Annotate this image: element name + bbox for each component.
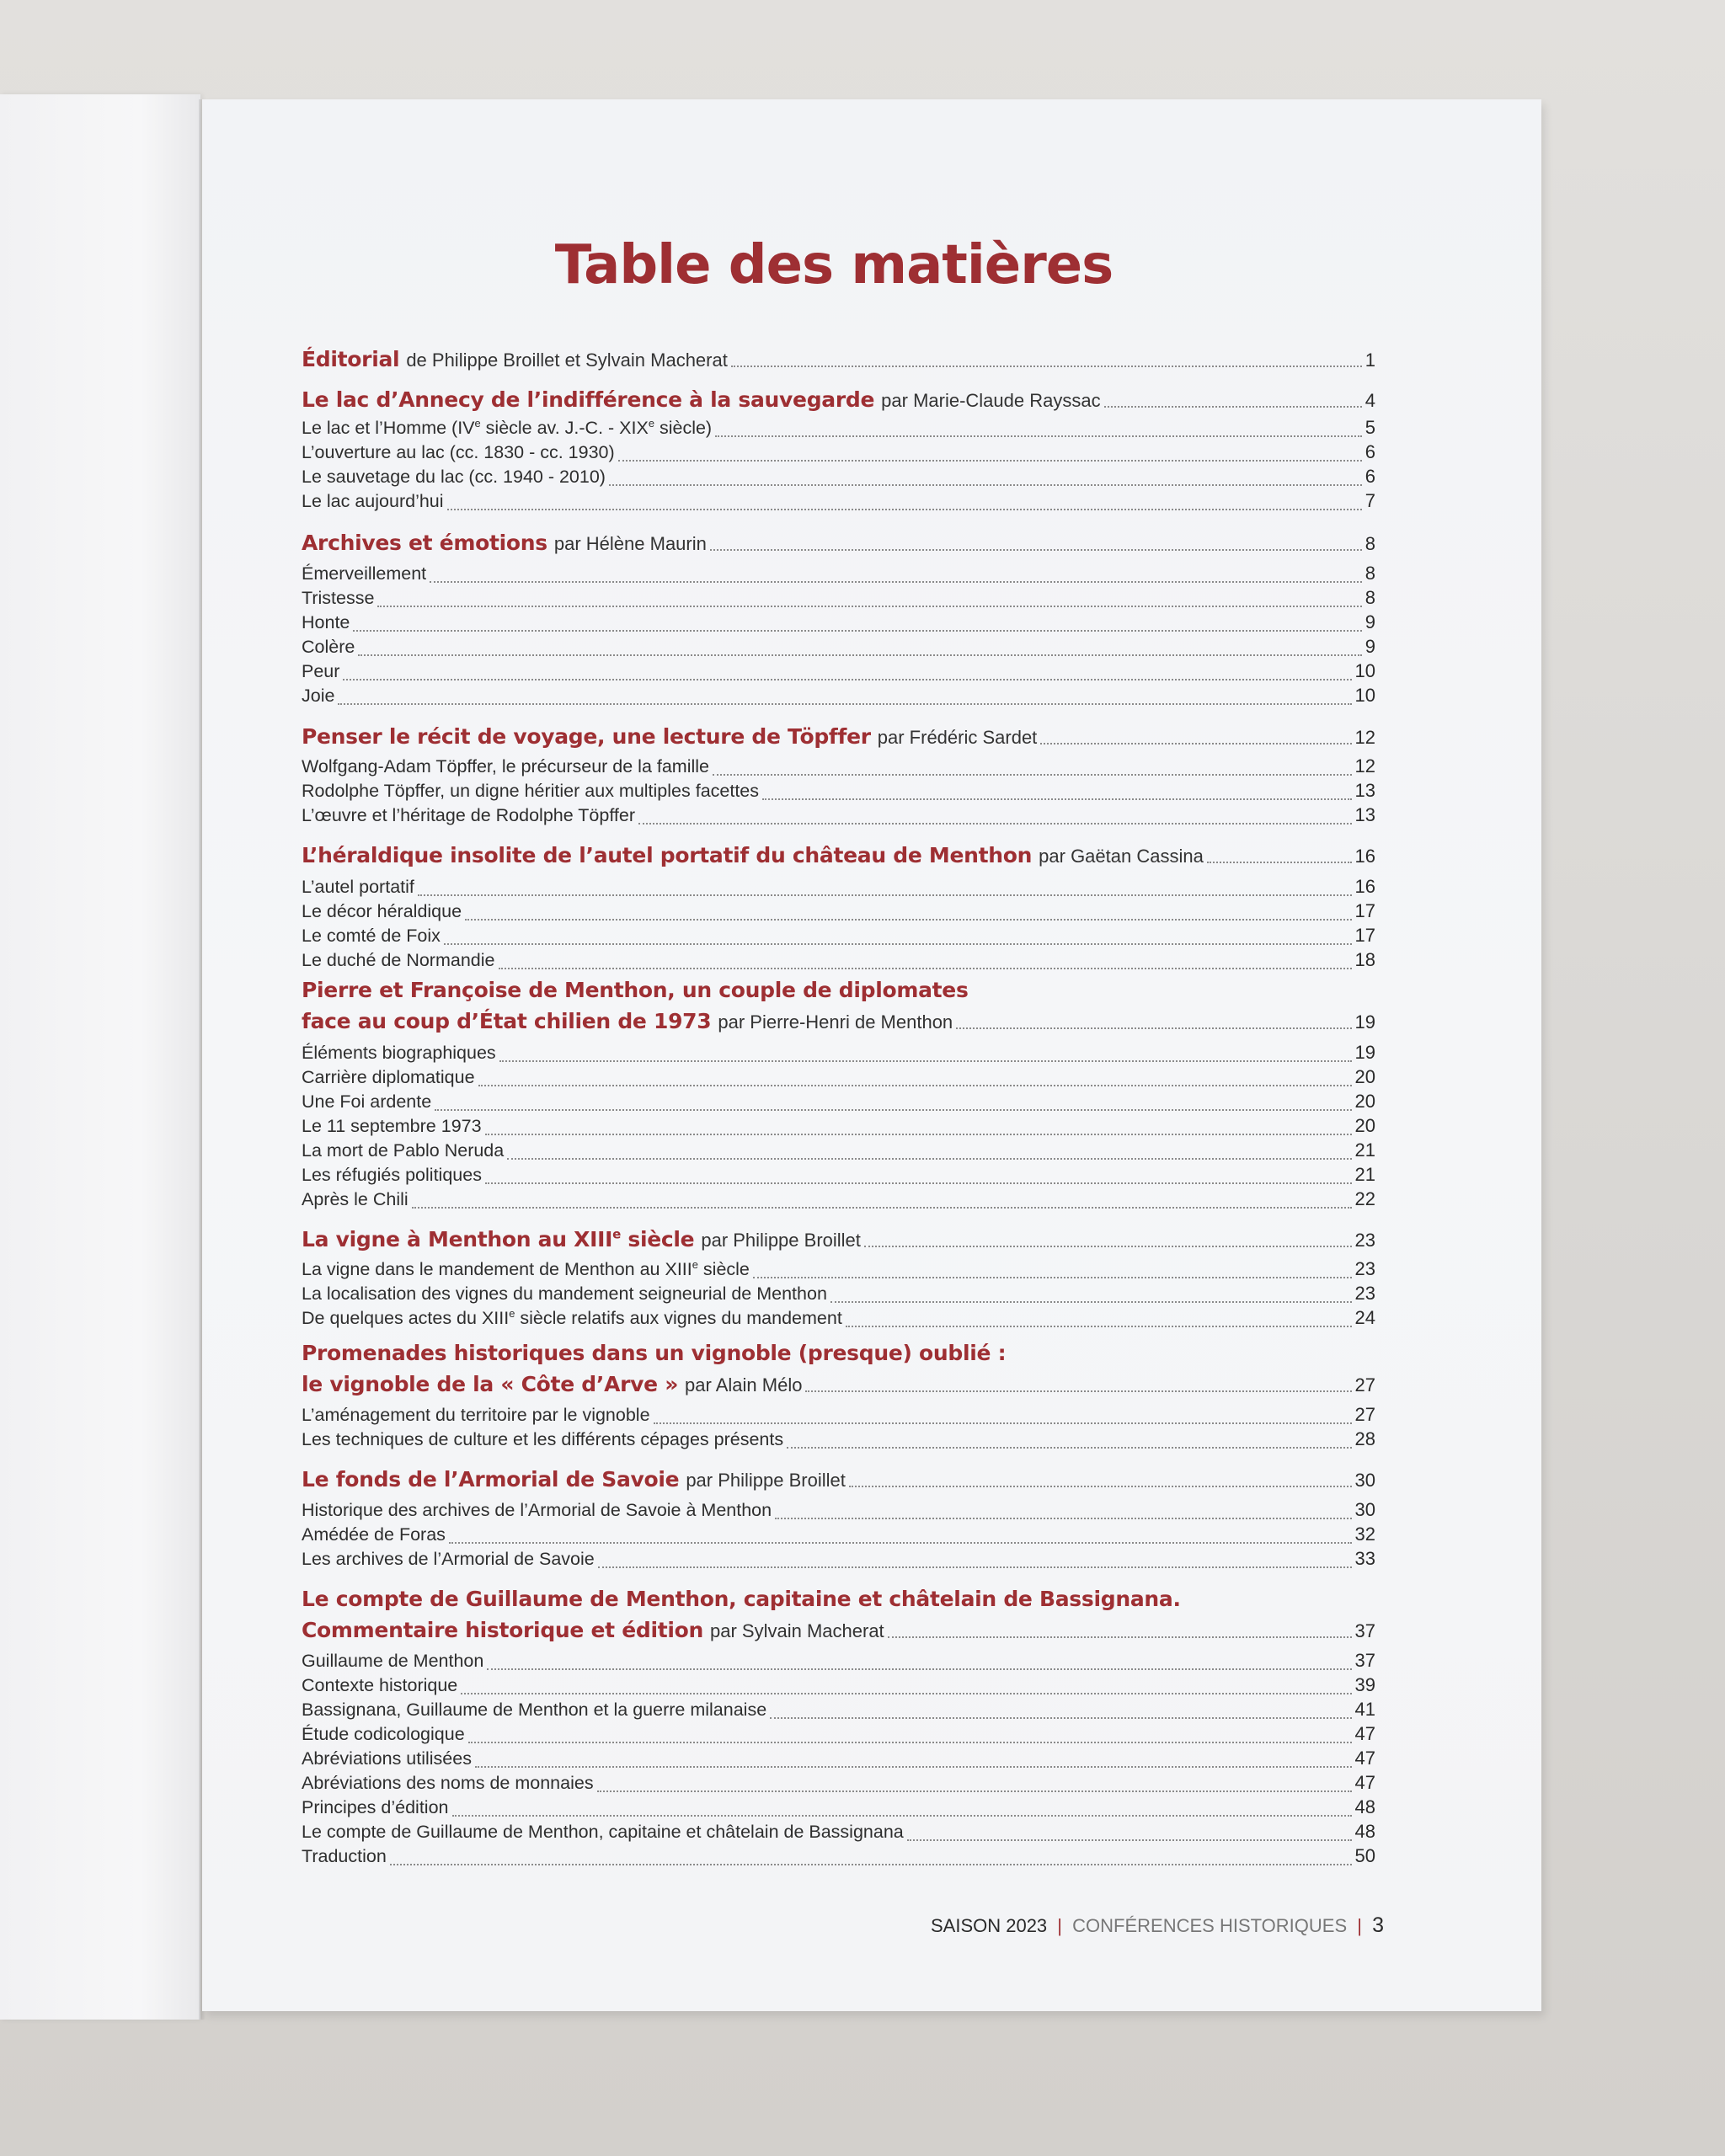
subsection-page-number: 23 [1354,1258,1375,1279]
dot-leader [338,702,1351,705]
dot-leader [430,580,1362,583]
dot-leader [638,822,1352,825]
dot-leader [770,1716,1351,1719]
subsection-title: Les archives de l’Armorial de Savoie [302,1549,595,1569]
section-author: par Sylvain Macherat [710,1620,884,1641]
subsection-page-number: 17 [1354,925,1375,946]
dot-leader [465,918,1351,921]
section-heading [302,387,1101,412]
toc-subsection-entry [302,490,1375,519]
toc-section-entry [302,724,1375,753]
subsection-page-number: 9 [1365,611,1375,632]
subsection-title: Après le Chili [302,1189,409,1209]
subsection-title: Étude codicologique [302,1724,465,1744]
section-author: de Philippe Broillet et Sylvain Macherat [406,350,728,371]
subsection-page-number: 22 [1354,1188,1375,1209]
subsection-page-number: 30 [1354,1499,1375,1520]
section-title: Archives et émotions [302,531,547,555]
section-page-number: 27 [1354,1374,1375,1396]
subsection-page-number: 33 [1354,1548,1375,1569]
dot-leader [435,1108,1351,1111]
subsection-title: Les techniques de culture et les différents cépages présents [302,1429,784,1449]
dot-leader [1207,861,1352,863]
section-title: Éditorial [302,347,400,371]
dot-leader [412,1206,1352,1209]
page-footer [0,1913,1384,1938]
subsection-page-number: 50 [1354,1845,1375,1866]
subsection-page-number: 17 [1354,900,1375,921]
section-page-number: 12 [1354,727,1375,748]
section-title-line: Promenades historiques dans un vignoble (presque) oublié : [302,1341,1007,1365]
section-title: Penser le récit de voyage, une lecture de Töpffer [302,724,871,749]
subsection-page-number: 10 [1354,660,1375,681]
subsection-title: Traduction [302,1846,387,1866]
left-page [0,94,200,2020]
page-title: Table des matières [554,234,1114,296]
subsection-title: Une Foi ardente [302,1091,432,1112]
subsection-title: L’œuvre et l’héritage de Rodolphe Töpffer [302,805,636,825]
subsection-title: Contexte historique [302,1675,458,1695]
subsection-title: Rodolphe Töpffer, un digne héritier aux multiples facettes [302,781,760,801]
section-heading [302,1618,884,1642]
toc-subsection-entry [302,804,1375,833]
subsection-page-number: 47 [1354,1772,1375,1793]
subsection-page-number: 20 [1354,1091,1375,1112]
subsection-title: Amédée de Foras [302,1524,446,1545]
section-author: par Marie-Claude Rayssac [881,390,1101,411]
section-title: Le fonds de l’Armorial de Savoie [302,1467,680,1492]
dot-leader [609,483,1362,486]
section-page-number: 19 [1354,1011,1375,1033]
footer-page-number: 3 [1372,1913,1384,1937]
section-author: par Philippe Broillet [701,1230,861,1251]
subsection-page-number: 10 [1354,685,1375,706]
dot-leader [390,1863,1352,1865]
toc-section-entry [302,347,1375,376]
subsection-page-number: 37 [1354,1650,1375,1671]
dot-leader [713,773,1352,776]
toc-subsection-entry [302,949,1375,978]
subsection-title: La vigne dans le mandement de Menthon au XIIIe siècle [302,1257,750,1279]
dot-leader [487,1668,1351,1670]
dot-leader [598,1566,1352,1568]
subsection-page-number: 39 [1354,1674,1375,1695]
dot-leader [762,798,1352,800]
toc-section-entry [302,387,1375,416]
section-title-line: Pierre et Françoise de Menthon, un couple de diplomates [302,978,969,1002]
section-title: Commentaire historique et édition [302,1618,704,1642]
section-page-number: 30 [1354,1470,1375,1491]
section-page-number: 1 [1365,350,1375,371]
subsection-title: La localisation des vignes du mandement seigneurial de Menthon [302,1283,827,1304]
subsection-title: Abréviations des noms de monnaies [302,1773,594,1793]
subsection-title: Éléments biographiques [302,1043,496,1063]
subsection-page-number: 5 [1365,417,1375,438]
dot-leader [715,435,1362,437]
subsection-title: Le comté de Foix [302,926,441,946]
dot-leader [478,1084,1352,1086]
dot-leader [353,629,1361,632]
subsection-title: Les réfugiés politiques [302,1165,482,1185]
section-title: le vignoble de la « Côte d’Arve » [302,1372,679,1396]
dot-leader [597,1790,1352,1792]
subsection-page-number: 41 [1354,1699,1375,1720]
section-page-number: 37 [1354,1620,1375,1641]
toc-subsection-entry [302,1428,1375,1457]
subsection-page-number: 16 [1354,876,1375,897]
dot-leader [447,508,1362,510]
subsection-page-number: 20 [1354,1066,1375,1087]
section-title: Le lac d’Annecy de l’indifférence à la sauvegarde [302,387,875,412]
section-heading [302,1009,953,1033]
subsection-title: Guillaume de Menthon [302,1651,484,1671]
subsection-title: Le décor héraldique [302,901,462,921]
subsection-page-number: 27 [1354,1404,1375,1425]
dot-leader [956,1027,1351,1029]
dot-leader [449,1541,1352,1544]
subsection-page-number: 48 [1354,1821,1375,1842]
subsection-title: Historique des archives de l’Armorial de Savoie à Menthon [302,1500,772,1520]
dot-leader [377,605,1361,607]
dot-leader [618,459,1362,462]
subsection-page-number: 8 [1365,587,1375,608]
section-heading [302,843,1204,867]
subsection-page-number: 21 [1354,1139,1375,1161]
subsection-title: Le lac aujourd’hui [302,491,444,511]
subsection-title: Joie [302,686,335,706]
dot-leader [654,1422,1352,1424]
dot-leader [846,1325,1352,1327]
subsection-page-number: 47 [1354,1748,1375,1769]
subsection-title: La mort de Pablo Neruda [302,1140,505,1161]
subsection-title: Honte [302,612,350,632]
subsection-title: Le duché de Normandie [302,950,495,970]
section-page-number: 8 [1365,533,1375,554]
dot-leader [343,678,1351,680]
section-page-number: 16 [1354,846,1375,867]
dot-leader [753,1276,1352,1278]
section-heading [302,724,1037,749]
subsection-page-number: 32 [1354,1524,1375,1545]
subsection-title: L’aménagement du territoire par le vignoble [302,1405,650,1425]
subsection-page-number: 19 [1354,1042,1375,1063]
subsection-page-number: 18 [1354,949,1375,970]
section-page-number: 23 [1354,1230,1375,1251]
subsection-page-number: 13 [1354,780,1375,801]
subsection-page-number: 48 [1354,1796,1375,1817]
toc-subsection-entry [302,1307,1375,1336]
section-heading [302,347,728,371]
subsection-page-number: 6 [1365,441,1375,462]
section-title: face au coup d’État chilien de 1973 [302,1009,712,1033]
dot-leader [864,1245,1352,1247]
section-title: La vigne à Menthon au XIIIe siècle [302,1226,695,1251]
dot-leader [830,1300,1352,1303]
section-author: par Frédéric Sardet [877,727,1038,748]
toc-section-entry [302,843,1375,872]
dot-leader [358,654,1361,656]
subsection-page-number: 47 [1354,1723,1375,1744]
subsection-title: Le sauvetage du lac (cc. 1940 - 2010) [302,467,606,487]
section-author: par Gaëtan Cassina [1039,846,1204,867]
toc-subsection-entry [302,1548,1375,1577]
dot-leader [461,1692,1351,1694]
dot-leader [507,1157,1351,1160]
toc-section-entry [302,1467,1375,1496]
dot-leader [485,1133,1352,1135]
subsection-title: Le lac et l’Homme (IVe siècle av. J.-C. - XIXe siècle) [302,416,713,438]
subsection-page-number: 12 [1354,755,1375,776]
footer-series: CONFÉRENCES HISTORIQUES [1072,1915,1348,1936]
section-heading [302,1227,861,1251]
section-page-number: 4 [1365,390,1375,411]
subsection-page-number: 20 [1354,1115,1375,1136]
dot-leader [452,1814,1352,1817]
toc-section-entry [302,1618,1375,1646]
section-author: par Hélène Maurin [553,533,707,554]
section-title: L’héraldique insolite de l’autel portatif du château de Menthon [302,843,1033,867]
section-author: par Alain Mélo [685,1374,803,1396]
subsection-title: Abréviations utilisées [302,1748,472,1769]
dot-leader [1040,742,1351,744]
section-title-line: Le compte de Guillaume de Menthon, capitaine et châtelain de Bassignana. [302,1587,1181,1611]
subsection-title: Le 11 septembre 1973 [302,1116,482,1136]
dot-leader [787,1446,1351,1449]
dot-leader [888,1636,1352,1638]
dot-leader [805,1390,1351,1392]
subsection-title: Wolfgang-Adam Töpffer, le précurseur de la famille [302,756,710,776]
subsection-page-number: 7 [1365,490,1375,511]
dot-leader [1104,405,1362,408]
toc-subsection-entry [302,1188,1375,1217]
dot-leader [907,1838,1352,1841]
subsection-title: Émerveillement [302,563,427,584]
subsection-page-number: 24 [1354,1307,1375,1328]
subsection-title: De quelques actes du XIIIe siècle relatifs aux vignes du mandement [302,1306,842,1328]
dot-leader [485,1182,1352,1184]
dot-leader [849,1485,1352,1487]
subsection-page-number: 8 [1365,563,1375,584]
section-author: par Pierre-Henri de Menthon [718,1011,953,1033]
toc-section-entry [302,531,1375,559]
toc-section-entry [302,1372,1375,1401]
dot-leader [710,548,1362,551]
dot-leader [499,1059,1352,1062]
footer-separator: | [1357,1915,1362,1936]
subsection-title: Le compte de Guillaume de Menthon, capitaine et châtelain de Bassignana [302,1822,904,1842]
dot-leader [499,967,1352,969]
subsection-title: Principes d’édition [302,1797,449,1817]
subsection-title: Peur [302,661,340,681]
subsection-page-number: 23 [1354,1283,1375,1304]
dot-leader [444,942,1352,945]
toc-subsection-entry [302,1845,1375,1874]
section-heading [302,1467,846,1492]
section-heading [302,1372,802,1396]
subsection-title: Carrière diplomatique [302,1067,475,1087]
toc-subsection-entry [302,685,1375,713]
dot-leader [775,1517,1351,1519]
subsection-title: Tristesse [302,588,375,608]
subsection-page-number: 13 [1354,804,1375,825]
dot-leader [475,1765,1352,1768]
subsection-title: Colère [302,637,355,657]
toc-section-entry [302,1009,1375,1038]
subsection-title: L’autel portatif [302,877,414,897]
subsection-title: Bassignana, Guillaume de Menthon et la guerre milanaise [302,1700,767,1720]
footer-season: SAISON 2023 [930,1915,1048,1936]
subsection-title: L’ouverture au lac (cc. 1830 - cc. 1930) [302,442,615,462]
section-author: par Philippe Broillet [686,1470,846,1491]
dot-leader [418,894,1352,896]
toc-section-entry [302,1227,1375,1256]
subsection-page-number: 28 [1354,1428,1375,1449]
footer-separator: | [1057,1915,1063,1936]
dot-leader [731,365,1362,367]
section-heading [302,531,707,555]
subsection-page-number: 21 [1354,1164,1375,1185]
subsection-page-number: 9 [1365,636,1375,657]
subsection-page-number: 6 [1365,466,1375,487]
dot-leader [468,1741,1352,1743]
